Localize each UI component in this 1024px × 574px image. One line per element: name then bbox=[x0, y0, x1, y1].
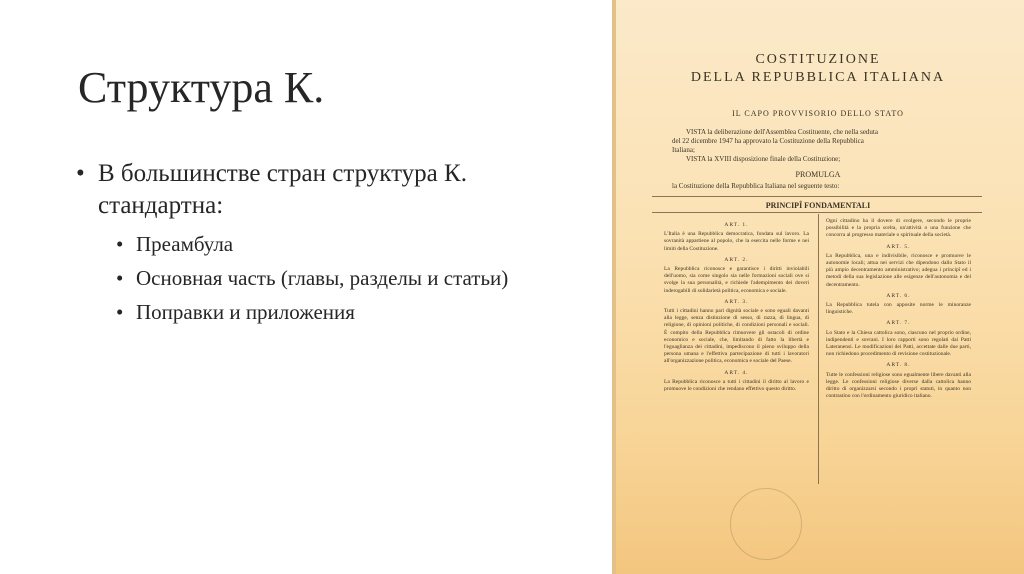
sub-bullet-item bbox=[76, 230, 596, 258]
bullet-icon: • bbox=[76, 160, 85, 187]
article-number: ART. 5. bbox=[886, 243, 911, 250]
article-text: La Repubblica riconosce e garantisce i diritti inviolabili dell'uomo, sia come singolo sia nelle formazioni sociali ove si svolge la sua personalità, e richiede l'adempimento dei doveri inderogabili di solidarietà politica, economica e sociale. bbox=[664, 266, 809, 294]
preamble-line: Italiana; bbox=[672, 146, 695, 154]
promulga-text: la Costituzione della Repubblica Italiana nel seguente testo: bbox=[672, 182, 840, 190]
preamble-line: VISTA la deliberazione dell'Assemblea Costituente, che nella seduta bbox=[686, 128, 878, 136]
column-divider bbox=[818, 214, 819, 484]
sub-bullet-text: Поправки и приложения bbox=[136, 300, 355, 324]
constitution-document-image bbox=[612, 0, 1024, 574]
slide-title: Структура К. bbox=[78, 63, 325, 112]
article-text: La Repubblica tutela con apposite norme le minoranze linguistiche. bbox=[826, 302, 971, 316]
bullet-icon: • bbox=[116, 266, 124, 290]
preamble-line: VISTA la XVIII disposizione finale della Costituzione; bbox=[686, 155, 841, 163]
divider bbox=[652, 196, 982, 197]
preamble-line: del 22 dicembre 1947 ha approvato la Costituzione della Repubblica bbox=[672, 137, 864, 145]
article-text: L'Italia è una Repubblica democratica, fondata sul lavoro. La sovranità appartiene al popolo, che la esercita nelle forme e nei limiti della Costituzione. bbox=[664, 231, 809, 252]
right-column bbox=[826, 218, 971, 401]
promulga-heading: PROMULGA bbox=[795, 170, 841, 179]
sub-bullet-item bbox=[76, 298, 596, 326]
article-text: Lo Stato e la Chiesa cattolica sono, ciascuno nel proprio ordine, indipendenti e sovrani. I loro rapporti sono regolati dai Patti Lateranensi. Le modificazioni dei Patti, accettate dalle due parti, non richiedono procedimento di revisione costituzionale. bbox=[826, 329, 971, 358]
article-number: ART. 6. bbox=[886, 292, 911, 299]
bullet-icon: • bbox=[116, 232, 124, 256]
faded-stamp-icon bbox=[730, 488, 802, 560]
article-number: ART. 3. bbox=[724, 298, 749, 305]
article-text: La Repubblica, una e indivisibile, riconosce e promuove le autonomie locali; attua nei servizi che dipendono dallo Stato il più ampio decentramento amministrativo; adegua i principî ed i metodi della sua legislazione alle esigenze dell'autonomia e del decentramento. bbox=[826, 252, 971, 288]
article-text: Ogni cittadino ha il dovere di svolgere, secondo le proprie possibilità e la propria scelta, un'attività o una funzione che concorra al progresso materiale o spirituale della società. bbox=[826, 218, 971, 239]
document-title-line2: DELLA REPUBBLICA ITALIANA bbox=[690, 70, 946, 85]
sub-bullet-item bbox=[76, 264, 596, 292]
bullet-item bbox=[76, 158, 596, 222]
article-number: ART. 7. bbox=[886, 320, 911, 327]
article-number: ART. 4. bbox=[724, 369, 749, 376]
article-text: La Repubblica riconosce a tutti i cittadini il diritto al lavoro e promuove le condizioni che rendano effettivo questo diritto. bbox=[664, 378, 809, 393]
page-edge bbox=[612, 0, 616, 574]
article-number: ART. 2. bbox=[724, 256, 749, 263]
article-number: ART. 1. bbox=[724, 222, 749, 228]
sub-bullet-text: Преамбула bbox=[136, 232, 234, 256]
sub-bullet-text: Основная часть (главы, разделы и статьи) bbox=[136, 266, 509, 290]
bullet-icon: • bbox=[116, 300, 124, 324]
bullet-list bbox=[76, 158, 596, 332]
left-column bbox=[664, 218, 809, 394]
article-text: Tutte le confessioni religiose sono egualmente libere davanti alla legge. Le confessioni religiose diverse dalla cattolica hanno diritto di organizzarsi secondo i propri statuti, in quanto non contrastino con l'ordinamento giuridico italiano. bbox=[826, 371, 971, 400]
article-number: ART. 8. bbox=[886, 362, 911, 369]
divider bbox=[652, 212, 982, 213]
bullet-text: В большинстве стран структура К. стандартна: bbox=[98, 160, 467, 219]
section-heading: PRINCIPÎ FONDAMENTALI bbox=[765, 201, 871, 210]
document-title-line1: COSTITUZIONE bbox=[755, 52, 881, 67]
document-head: IL CAPO PROVVISORIO DELLO STATO bbox=[732, 109, 904, 118]
article-text: Tutti i cittadini hanno pari dignità sociale e sono eguali davanti alla legge, senza distinzione di sesso, di razza, di lingua, di religione, di opinioni politiche, di condizioni personali e sociali. È compito della Repubblica rimuovere gli ostacoli di ordine economico e sociale, che, limitando di fatto la libertà e l'eguaglianza dei cittadini, impediscono il pieno sviluppo della persona umana e l'effettiva partecipazione di tutti i lavoratori all'organizzazione politica, economica e sociale del Paese. bbox=[664, 308, 809, 365]
